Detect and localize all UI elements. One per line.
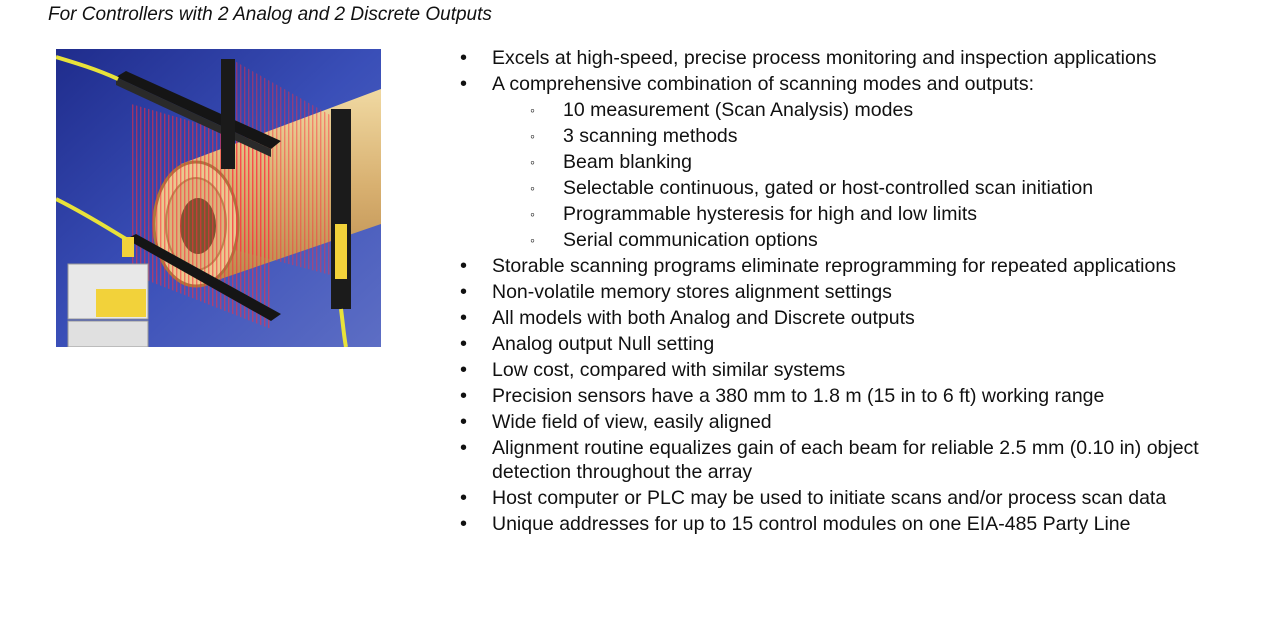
feature-item-label: A comprehensive combination of scanning modes and outputs: — [492, 73, 1035, 95]
subfeature-item: ◦ Programmable hysteresis for high and low limits — [492, 202, 1212, 226]
subfeature-item: ◦ Serial communication options — [492, 228, 1212, 252]
feature-item: • Unique addresses for up to 15 control modules on one EIA-485 Party Line — [452, 512, 1212, 536]
feature-item: • Storable scanning programs eliminate reprogramming for repeated applications — [452, 254, 1212, 278]
feature-item: • Non-volatile memory stores alignment settings — [452, 280, 1212, 304]
subfeature-item: ◦ Beam blanking — [492, 150, 1212, 174]
feature-item: • Excels at high-speed, precise process monitoring and inspection applications — [452, 46, 1212, 70]
feature-item: • All models with both Analog and Discrete outputs — [452, 306, 1212, 330]
product-photo — [56, 49, 381, 347]
subfeature-item: ◦ 3 scanning methods — [492, 124, 1212, 148]
subfeature-item: ◦ 10 measurement (Scan Analysis) modes — [492, 98, 1212, 122]
scanning-modes-sublist — [492, 98, 1212, 252]
light-curtain-sensor-photo-icon — [56, 49, 381, 347]
feature-item: • Host computer or PLC may be used to initiate scans and/or process scan data — [452, 486, 1212, 510]
feature-item — [452, 72, 1212, 252]
feature-item: • Wide field of view, easily aligned — [452, 410, 1212, 434]
feature-item: • Low cost, compared with similar systems — [452, 358, 1212, 382]
subtitle: For Controllers with 2 Analog and 2 Discrete Outputs — [48, 4, 492, 25]
feature-list — [452, 46, 1212, 538]
subfeature-item: ◦ Selectable continuous, gated or host-controlled scan initiation — [492, 176, 1212, 200]
feature-item: • Alignment routine equalizes gain of each beam for reliable 2.5 mm (0.10 in) object detection throughout the array — [452, 436, 1212, 484]
feature-item: • Analog output Null setting — [452, 332, 1212, 356]
feature-item: • Precision sensors have a 380 mm to 1.8 m (15 in to 6 ft) working range — [452, 384, 1212, 408]
